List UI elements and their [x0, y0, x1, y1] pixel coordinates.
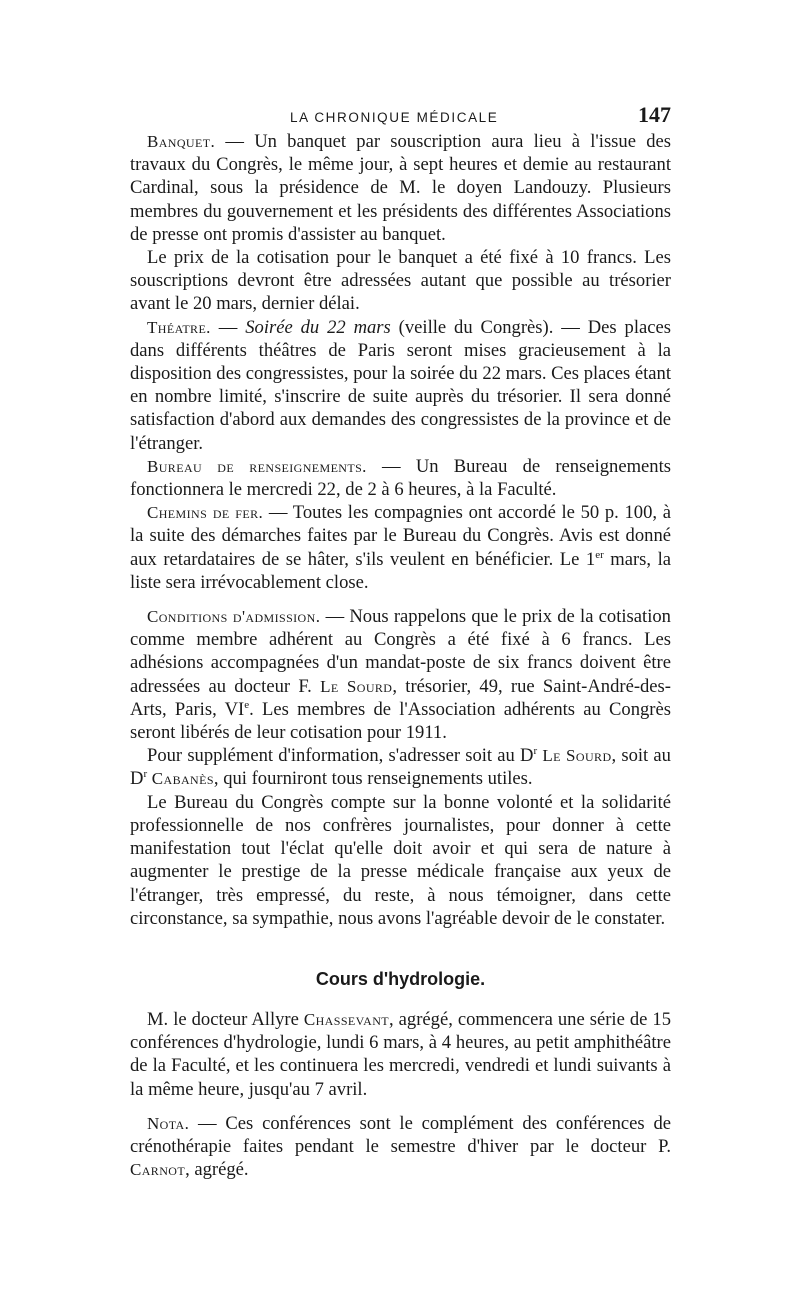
section-heading: Cours d'hydrologie. — [315, 968, 486, 989]
sup-supplement-2: r — [143, 768, 148, 781]
dash-theatre: — — [210, 316, 246, 338]
paragraph-cotisation — [130, 246, 671, 316]
text-bureau-congres: Le Bureau du Congrès compte sur la bonne volonté et la solidarité professionnelle de nos confrères journalistes, pour donner à cette manifestation tout l'éclat qu'elle doit avoir et qui sera de nature à augmenter le prestige de la presse médicale française aux yeux de l'étranger, très empressé, du reste, à nous témoigner, dans cette circonstance, sa sympathie, nous avons l'agréable devoir de le constater. — [130, 791, 671, 929]
lead-banquet: Banquet. — [147, 132, 216, 151]
text-nota-2: , agrégé. — [185, 1159, 249, 1181]
paragraph-theatre — [130, 316, 671, 455]
text-conditions-3: . Les membres de l'Association adhérents au Congrès seront libérés de leur cotisation pour 1911. — [130, 698, 671, 744]
name-le-sourd: Le Sourd — [320, 676, 393, 696]
paragraph-chemins — [130, 501, 671, 594]
text-hydrologie-2: , agrégé, commencera une série de 15 conférences d'hydrologie, lundi 6 mars, à 4 heures, au petit amphithéâtre de la Faculté, et les continuera les mercredi, vendredi et lundi suivants à la même heure, jusqu'au 7 avril. — [130, 1008, 671, 1100]
paragraph-supplement — [130, 744, 671, 790]
italic-theatre: Soirée du 22 mars — [245, 316, 391, 338]
name-supplement-1: Le Sourd — [537, 746, 612, 766]
text-supplement-3: , qui fourniront tous renseignements utiles. — [213, 768, 533, 790]
text-supplement-2: , soit au D — [130, 745, 671, 790]
sup-conditions: e — [244, 698, 250, 711]
paragraph-hydrologie — [130, 1008, 671, 1101]
paragraph-nota — [130, 1112, 671, 1182]
running-header — [130, 100, 671, 130]
text-banquet: — Un banquet par souscription aura lieu à l'issue des travaux du Congrès, le même jour, à sept heures et demie au restaurant Cardinal, sous la présidence de M. le doyen Landouzy. Plusieurs membres du gouvernement et les présidents des différentes Associations de presse ont promis d'assister au banquet. — [130, 131, 671, 245]
lead-nota: Nota. — [147, 1113, 190, 1133]
page-number: 147 — [638, 102, 671, 127]
name-chassevant: Chassevant — [303, 1009, 390, 1029]
paragraph-bureau — [130, 455, 671, 501]
text-cotisation: Le prix de la cotisation pour le banquet a été fixé à 10 francs. Les souscriptions devront être adressées autant que possible au trésorier avant le 20 mars, dernier délai. — [130, 247, 671, 315]
text-conditions-1: — Nous rappelons que le prix de la cotisation comme membre adhérent au Congrès a été fixé à 6 francs. Les adhésions accompagnées d'un mandat-poste de six francs doivent être adressées au docteur F. — [130, 606, 671, 697]
text-hydrologie-1: M. le docteur Allyre — [147, 1008, 304, 1030]
sup-supplement-1: r — [533, 745, 538, 758]
sup-chemins: er — [595, 548, 604, 561]
document-page — [130, 100, 671, 1181]
name-supplement-2: Cabanès — [147, 769, 214, 789]
lead-chemins: Chemins de fer. — [147, 503, 264, 523]
text-conditions-2: , trésorier, 49, rue Saint-André-des-Arts, Paris, VI — [130, 675, 671, 720]
text-supplement-1: Pour supplément d'information, s'adresser soit au D — [147, 745, 534, 767]
text-chemins-1: — Toutes les compagnies ont accordé le 50 p. 100, à la suite des démarches faites par le Bureau du Congrès. Avis est donné aux retardataires de se hâter, s'ils veulent en bénéficier. Le 1 — [130, 502, 671, 570]
running-title: LA CHRONIQUE MÉDICALE — [290, 110, 499, 125]
paragraph-banquet — [130, 130, 671, 246]
paragraph-bureau-congres — [130, 791, 671, 930]
lead-bureau: Bureau de renseignements. — [147, 456, 367, 476]
text-chemins-2: mars, la liste sera irrévocablement close. — [130, 548, 671, 593]
paragraph-conditions — [130, 605, 671, 744]
name-carnot: Carnot — [130, 1160, 186, 1180]
text-bureau: — Un Bureau de renseignements fonctionnera le mercredi 22, de 2 à 6 heures, à la Faculté. — [130, 455, 672, 501]
lead-conditions: Conditions d'admission. — [147, 607, 321, 627]
text-nota-1: — Ces conférences sont le complément des conférences de crénothérapie faites pendant le semestre d'hiver par le docteur P. — [130, 1112, 671, 1157]
lead-theatre: Théatre. — [147, 317, 211, 337]
text-theatre: (veille du Congrès). — Des places dans différents théâtres de Paris seront mises gracieusement à la disposition des congressistes, pour la soirée du 22 mars. Ces places étant en nombre limité, s'inscrire de suite auprès du trésorier. Il sera donné satisfaction d'abord aux demandes des congressistes de la province et de l'étranger. — [130, 316, 671, 454]
